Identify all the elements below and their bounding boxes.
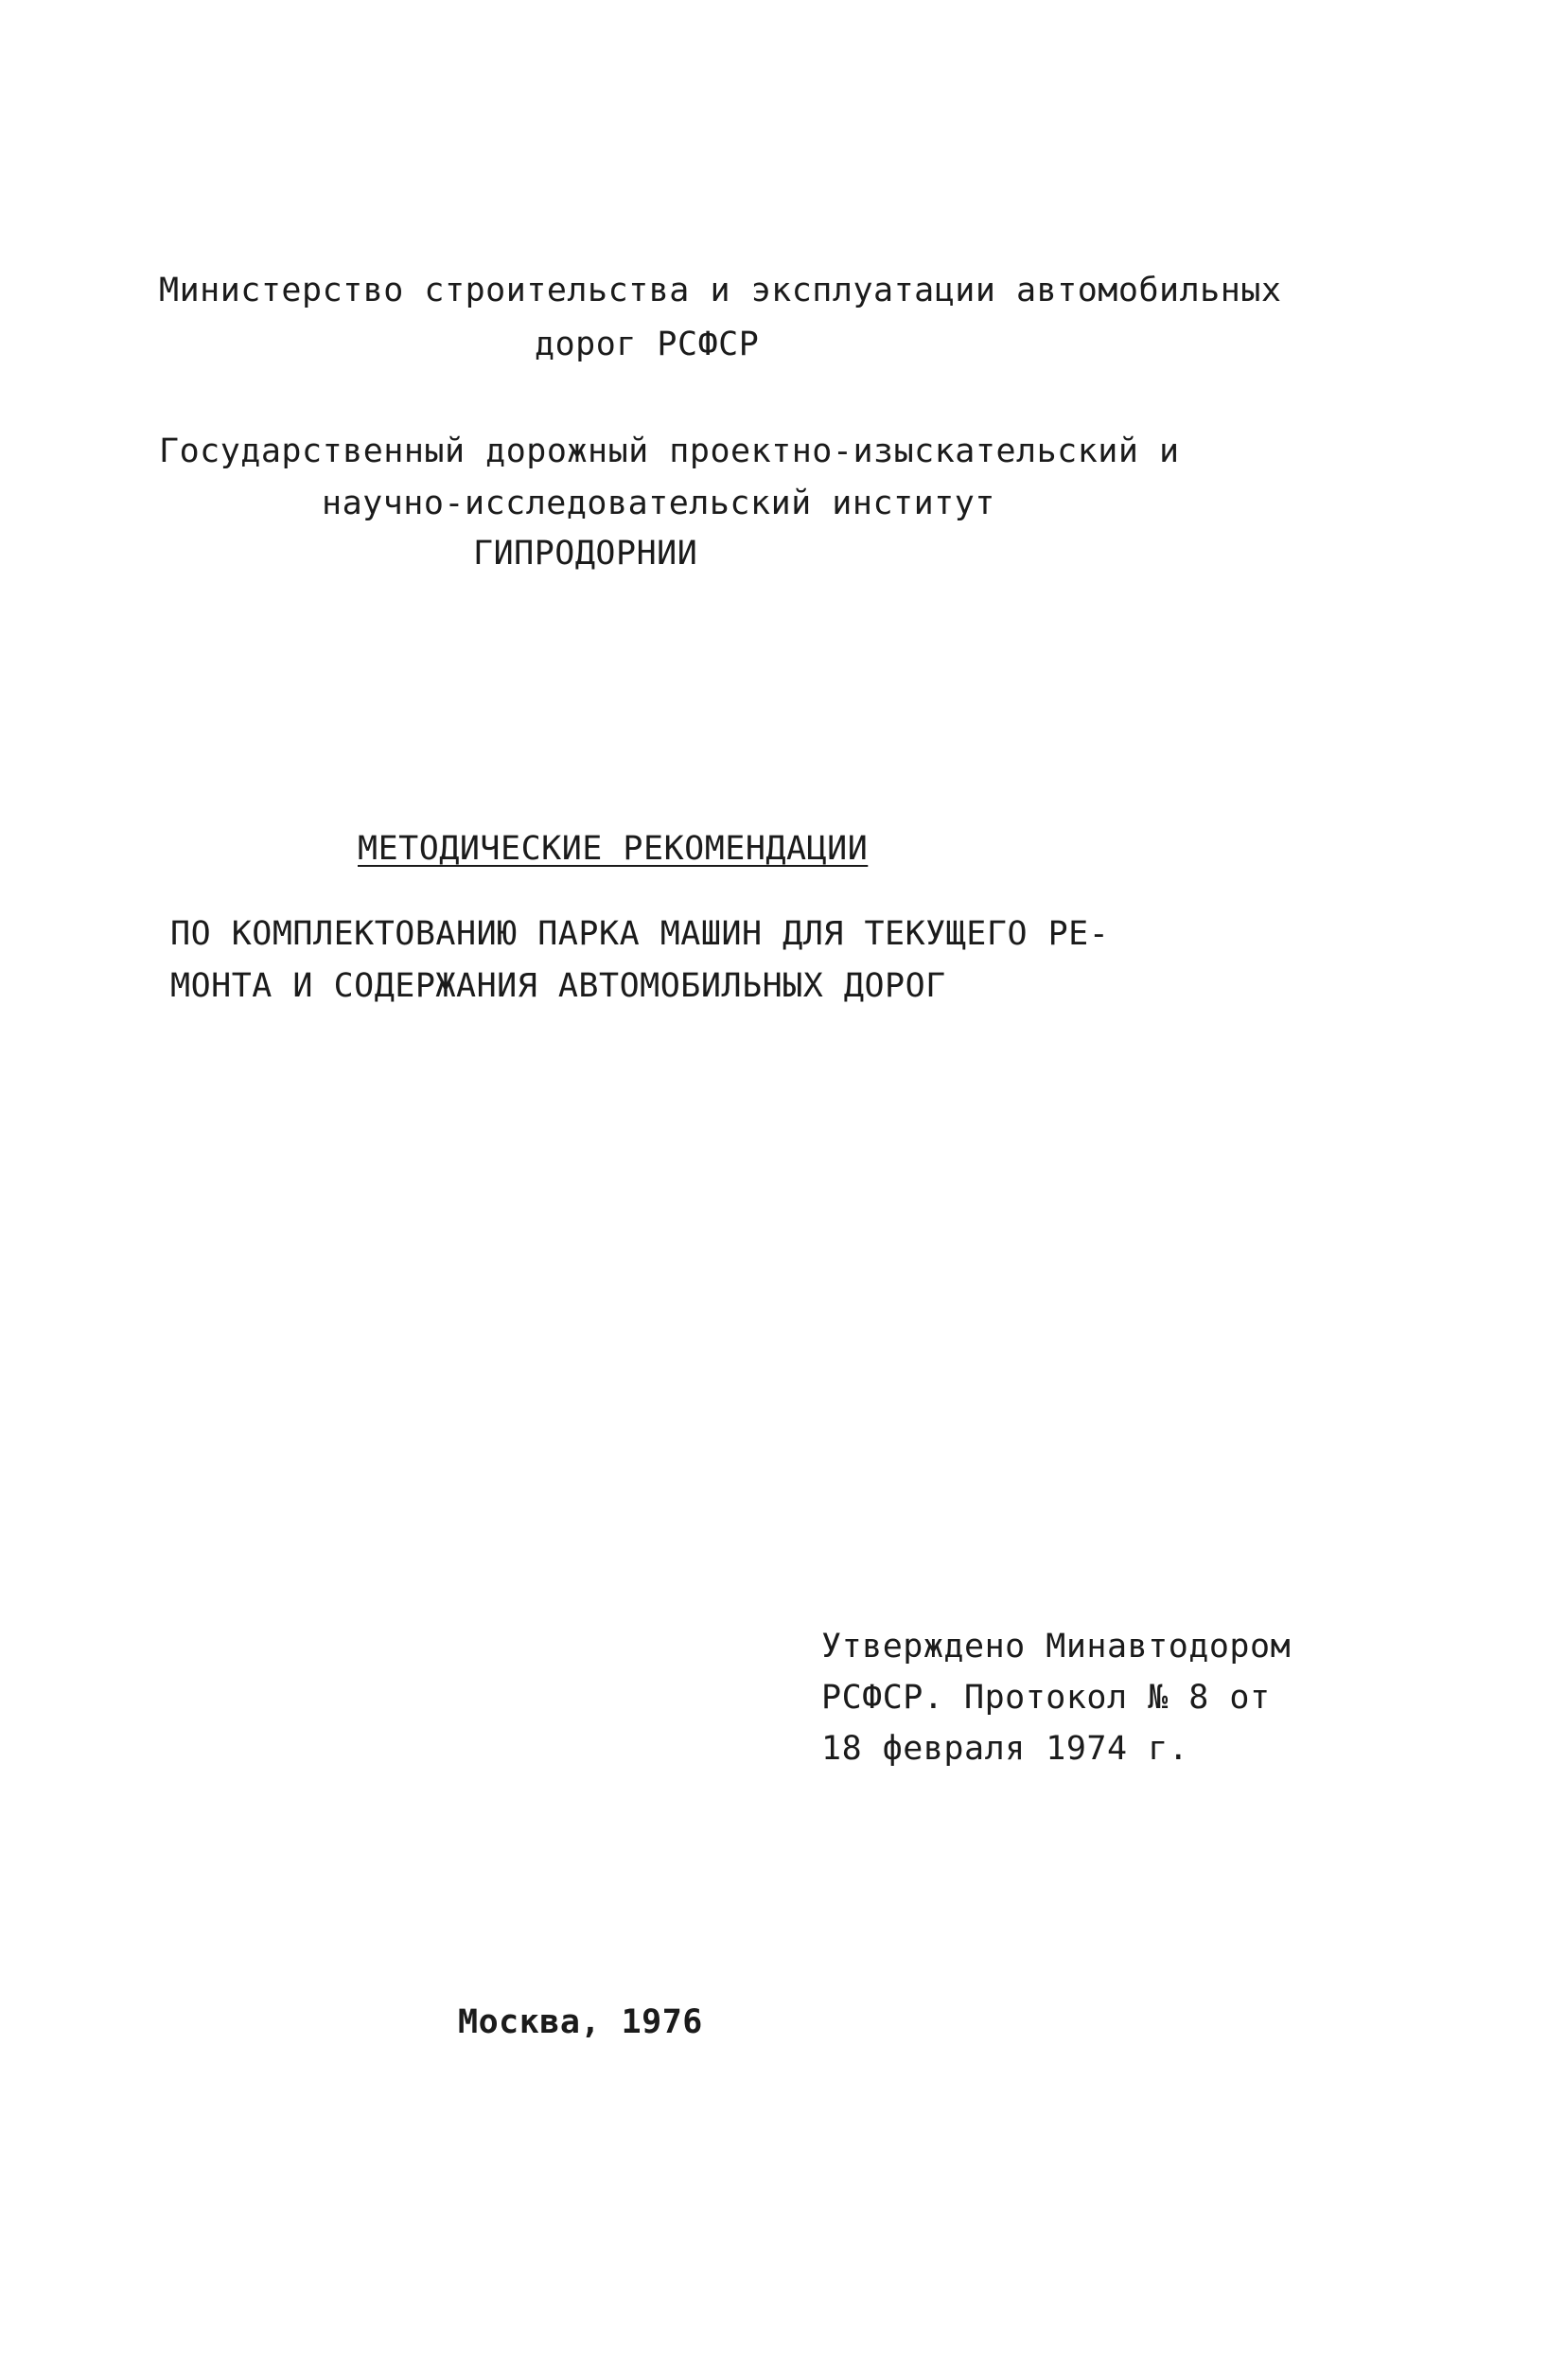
document-subject-line-1: ПО КОМПЛЕКТОВАНИЮ ПАРКА МАШИН ДЛЯ ТЕКУЩЕГО РЕ- [170,915,1110,953]
approval-note-line-3: 18 февраля 1974 г. [821,1730,1189,1768]
document-type-title: МЕТОДИЧЕСКИЕ РЕКОМЕНДАЦИИ [358,830,869,868]
institute-acronym: ГИПРОДОРНИИ [473,535,698,573]
approval-note-line-2: РСФСР. Протокол № 8 от [821,1679,1271,1717]
document-subject-line-2: МОНТА И СОДЕРЖАНИЯ АВТОМОБИЛЬНЫХ ДОРОГ [170,967,946,1005]
institute-name-line-2: научно-исследовательский институт [322,485,995,522]
institute-name-line-1: Государственный дорожный проектно-изыскательский и [159,432,1180,470]
ministry-name-line-2: дорог РСФСР [535,326,760,363]
publication-city-year: Москва, 1976 [458,2003,703,2041]
approval-note-line-1: Утверждено Минавтодором [821,1628,1292,1666]
ministry-name-line-1: Министерство строительства и эксплуатации автомобильных [159,272,1282,309]
